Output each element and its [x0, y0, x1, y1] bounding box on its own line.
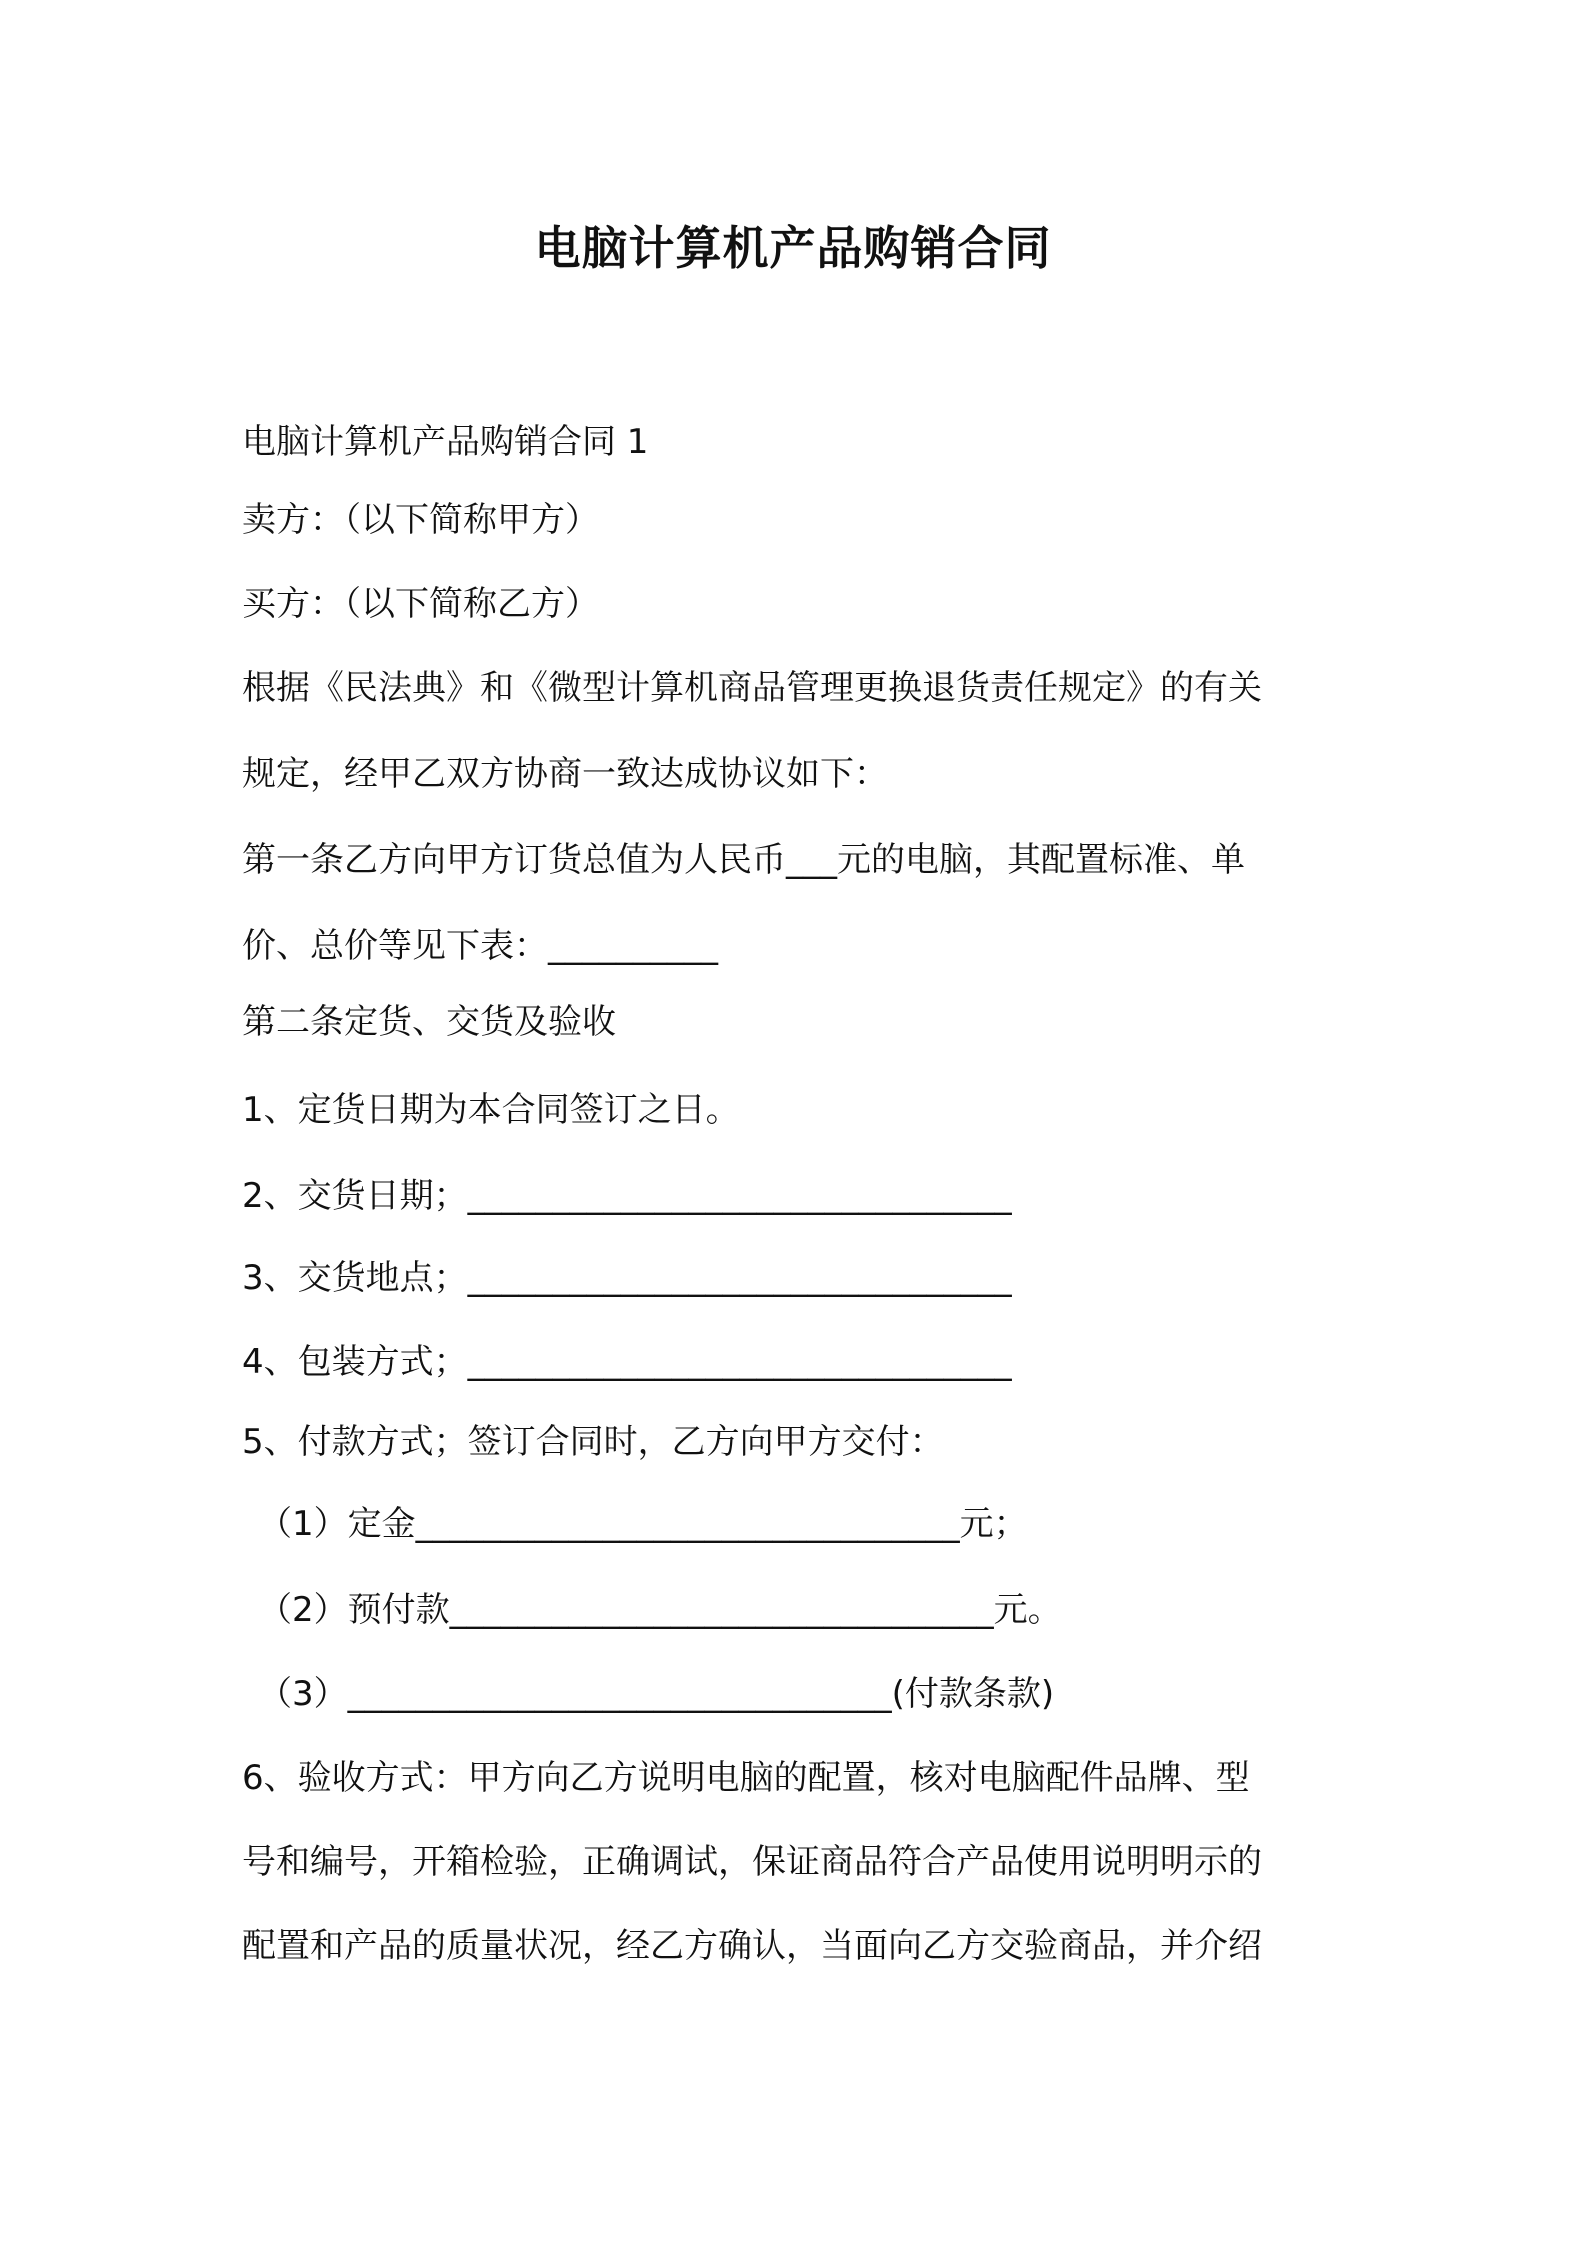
clause-line: 1、定货日期为本合同签订之日。	[242, 1090, 740, 1130]
payment-item: （2）预付款________________________________元。	[258, 1590, 1062, 1630]
clause-line: 2、交货日期；________________________________	[242, 1176, 1012, 1216]
clause-line: 4、包装方式；________________________________	[242, 1342, 1012, 1382]
paragraph-line: 根据《民法典》和《微型计算机商品管理更换退货责任规定》的有关	[242, 668, 1262, 708]
article-1-line: 价、总价等见下表：__________	[242, 926, 718, 966]
clause-line: 3、交货地点；________________________________	[242, 1258, 1012, 1298]
payment-item: （3）________________________________(付款条款)	[258, 1674, 1055, 1714]
paragraph-line: 规定，经甲乙双方协商一致达成协议如下：	[242, 754, 888, 794]
article-2-heading: 第二条定货、交货及验收	[242, 1002, 616, 1042]
clause-line: 号和编号，开箱检验，正确调试，保证商品符合产品使用说明明示的	[242, 1842, 1262, 1882]
buyer-line: 买方：（以下简称乙方）	[242, 584, 599, 624]
seller-line: 卖方：（以下简称甲方）	[242, 500, 599, 540]
article-1-line: 第一条乙方向甲方订货总值为人民币___元的电脑，其配置标准、单	[242, 840, 1245, 880]
contract-subtitle: 电脑计算机产品购销合同 1	[242, 422, 649, 462]
clause-line: 5、付款方式；签订合同时，乙方向甲方交付：	[242, 1422, 944, 1462]
payment-item: （1）定金________________________________元；	[258, 1504, 1028, 1544]
clause-line: 配置和产品的质量状况，经乙方确认，当面向乙方交验商品，并介绍	[242, 1926, 1262, 1966]
document-title: 电脑计算机产品购销合同	[534, 221, 1052, 275]
clause-line: 6、验收方式：甲方向乙方说明电脑的配置，核对电脑配件品牌、型	[242, 1758, 1250, 1798]
